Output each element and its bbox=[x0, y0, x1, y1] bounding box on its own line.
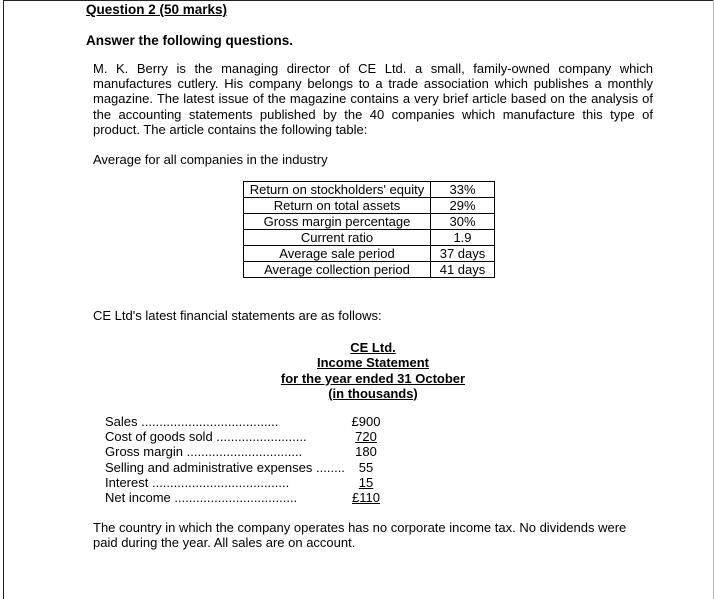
income-statement-values bbox=[333, 414, 399, 505]
dot-leader: ................................ bbox=[183, 444, 303, 460]
ratio-value: 29% bbox=[431, 198, 495, 214]
line-label: Interest bbox=[105, 474, 149, 490]
line-item bbox=[105, 460, 345, 475]
line-item bbox=[105, 490, 345, 505]
income-statement-labels bbox=[105, 414, 345, 505]
intro-paragraph: M. K. Berry is the managing director of CE Ltd. a small, family-owned company which manufactures cutlery. His company belongs to a trade association which publishes a monthly magazine. The latest issue of the magazine contains a very brief article based on the analysis of the accounting statements published by the 40 companies which manufacture this type of product. The article contains the following table: bbox=[93, 61, 653, 137]
line-value: 15 bbox=[358, 474, 374, 490]
table-row bbox=[244, 198, 495, 214]
company-name: CE Ltd. bbox=[350, 340, 396, 355]
ratio-name: Current ratio bbox=[244, 230, 431, 246]
line-value: £900 bbox=[351, 414, 381, 429]
line-label: Selling and administrative expenses bbox=[105, 459, 313, 475]
line-item bbox=[105, 429, 345, 444]
table-row bbox=[244, 182, 495, 198]
page-top-border bbox=[3, 0, 714, 1]
ratio-value: 37 days bbox=[431, 246, 495, 262]
table-row bbox=[244, 214, 495, 230]
industry-ratios-table bbox=[243, 181, 495, 278]
statements-intro: CE Ltd's latest financial statements are as follows: bbox=[93, 308, 382, 323]
dot-leader: ...................................... bbox=[148, 474, 290, 490]
closing-note: The country in which the company operates has no corporate income tax. No dividends were paid during the year. All sales are on account. bbox=[93, 520, 627, 551]
table-row bbox=[244, 262, 495, 278]
line-value: 180 bbox=[355, 444, 377, 460]
ratio-name: Average sale period bbox=[244, 246, 431, 262]
dot-leader: ......................... bbox=[212, 429, 307, 445]
question-instruction: Answer the following questions. bbox=[86, 33, 294, 48]
income-statement-heading bbox=[273, 340, 473, 401]
ratio-value: 41 days bbox=[431, 262, 495, 278]
page-left-border bbox=[3, 0, 4, 599]
dot-leader: ...................................... bbox=[137, 414, 279, 429]
industry-table-caption: Average for all companies in the industry bbox=[93, 152, 328, 167]
line-label: Cost of goods sold bbox=[105, 429, 213, 445]
ratio-name: Gross margin percentage bbox=[244, 214, 431, 230]
ratio-value: 33% bbox=[431, 182, 495, 198]
question-title: Question 2 (50 marks) bbox=[86, 2, 228, 17]
ratio-value: 1.9 bbox=[431, 230, 495, 246]
line-item bbox=[105, 414, 345, 429]
line-label: Net income bbox=[105, 490, 171, 506]
line-item bbox=[105, 444, 345, 459]
line-label: Sales bbox=[105, 414, 138, 429]
line-value: £110 bbox=[352, 490, 380, 506]
table-row bbox=[244, 230, 495, 246]
line-item bbox=[105, 475, 345, 490]
dot-leader: ........ bbox=[312, 459, 345, 475]
statement-title: Income Statement bbox=[317, 355, 429, 371]
table-row bbox=[244, 246, 495, 262]
dot-leader: .................................. bbox=[170, 490, 298, 506]
line-value: 720 bbox=[355, 429, 377, 445]
ratio-name: Average collection period bbox=[244, 262, 431, 278]
line-label: Gross margin bbox=[105, 444, 184, 460]
ratio-value: 30% bbox=[431, 214, 495, 230]
statement-units: (in thousands) bbox=[328, 385, 418, 401]
ratio-name: Return on stockholders' equity bbox=[244, 182, 431, 198]
ratio-name: Return on total assets bbox=[244, 198, 431, 214]
line-value: 55 bbox=[358, 459, 374, 475]
statement-period: for the year ended 31 October bbox=[280, 370, 466, 386]
